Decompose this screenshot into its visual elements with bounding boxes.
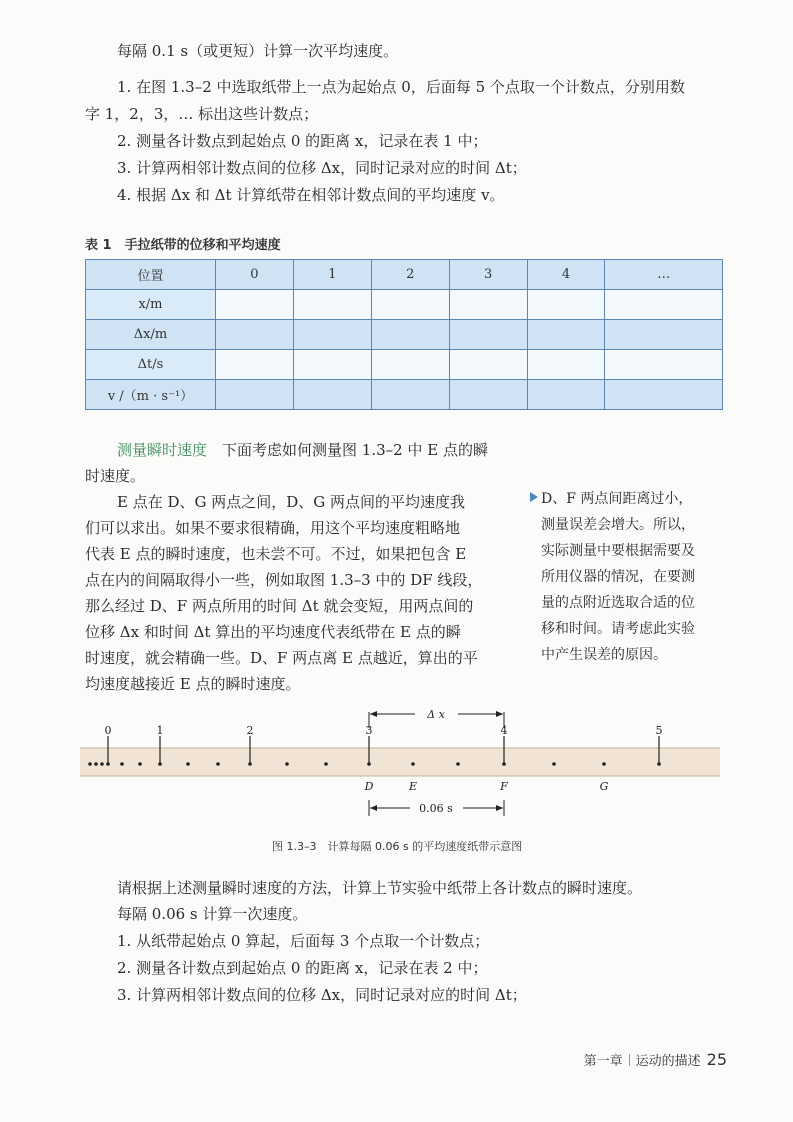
bottom-step-1: 1. 从纸带起始点 0 算起，后面每 3 个点取一个计数点； [117,932,490,950]
section-line: 代表 E 点的瞬时速度，也未尝不可。不过，如果把包含 E [85,545,467,563]
step-2-line: 2. 测量各计数点到起始点 0 的距离 x，记录在表 1 中； [117,132,488,150]
table-header-cell: 0 [216,260,294,290]
bottom-line: 请根据上述测量瞬时速度的方法，计算上节实验中纸带上各计数点的瞬时速度。 [117,879,643,897]
table-caption: 表 1 手拉纸带的位移和平均速度 [85,238,281,253]
tape-dot [138,762,142,766]
side-note-line: D、F 两点间距离过小， [541,491,693,507]
section-line: E 点在 D、G 两点之间，D、G 两点间的平均速度我 [117,493,466,511]
table-header-cell: … [605,260,723,290]
point-label: D [364,780,374,793]
table-row-label: Δx/m [86,320,216,350]
bottom-step-3: 3. 计算两相邻计数点间的位移 Δx，同时记录对应的时间 Δt； [117,986,527,1004]
chapter-label: 第一章 [583,1054,623,1069]
tape-dot [94,762,98,766]
point-label: E [408,780,418,793]
table-header-cell: 1 [293,260,371,290]
tape-dot [324,762,328,766]
tape-dot [285,762,289,766]
count-label: 0 [104,724,112,737]
table-row-label: x/m [86,290,216,320]
side-note-line: 移和时间。请考虑此实验 [541,621,695,637]
section-line: 时速度，就会精确一些。D、F 两点离 E 点越近，算出的平 [85,649,478,667]
step-1-line-b: 字 1，2，3，… 标出这些计数点； [85,105,319,123]
bottom-line: 每隔 0.06 s 计算一次速度。 [117,905,308,923]
section-line: 时速度。 [85,467,146,485]
side-note-line: 所用仪器的情况，在要测 [541,569,695,585]
section-heading: 测量瞬时速度 [117,441,208,459]
table-row [86,350,723,380]
arrow-left-icon [370,711,377,717]
side-note-line: 量的点附近选取合适的位 [541,595,695,611]
step-1-line-a: 1. 在图 1.3–2 中选取纸带上一点为起始点 0，后面每 5 个点取一个计数点，分别用数 [117,78,685,96]
tape-dot [456,762,460,766]
intro-line: 每隔 0.1 s（或更短）计算一次平均速度。 [117,42,399,60]
page-footer [584,1050,727,1069]
tape-dot [120,762,124,766]
arrow-right-icon [496,805,503,811]
section-line: 们可以求出。如果不要求很精确，用这个平均速度粗略地 [85,519,461,537]
count-label: 2 [246,724,254,737]
page-number: 25 [706,1050,727,1069]
data-table [85,259,723,410]
count-label: 5 [655,724,663,737]
table-header-cell: 2 [371,260,449,290]
point-label: F [500,780,508,793]
side-note-line: 中产生误差的原因。 [541,647,667,663]
count-label: 1 [156,724,164,737]
tape-dot [88,762,92,766]
section-first-line [117,440,488,460]
table-row [86,290,723,320]
table-row-label: Δt/s [86,350,216,380]
section-line: 那么经过 D、F 两点所用的时间 Δt 就会变短，用两点间的 [85,597,474,615]
side-note-line: 测量误差会增大。所以， [541,517,695,533]
tape-dot [100,762,104,766]
paper-tape-diagram [80,708,720,828]
arrow-right-icon [496,711,503,717]
count-label: 4 [500,724,508,737]
table-header-row [86,260,723,290]
table-row [86,380,723,410]
tape-dot [411,762,415,766]
table-header-cell: 位置 [86,260,216,290]
step-4-line: 4. 根据 Δx 和 Δt 计算纸带在相邻计数点间的平均速度 v。 [117,186,505,204]
table-row [86,320,723,350]
dt-label: 0.06 s [419,802,453,815]
tape-dot [216,762,220,766]
side-note-line: 实际测量中要根据需要及 [541,543,695,559]
section-line: 均速度越接近 E 点的瞬时速度。 [85,675,301,693]
footer-divider [629,1054,630,1066]
arrow-left-icon [370,805,377,811]
tape-dot [552,762,556,766]
section-line: 点在内的间隔取得小一些，例如取图 1.3–3 中的 DF 线段， [85,571,483,589]
figure-caption: 图 1.3–3 计算每隔 0.06 s 的平均速度纸带示意图 [272,840,523,853]
tape-dot [602,762,606,766]
section-text: 下面考虑如何测量图 1.3–2 中 E 点的瞬 [222,441,488,459]
chapter-title: 运动的描述 [635,1054,701,1069]
paper-tape [80,748,720,776]
bottom-step-2: 2. 测量各计数点到起始点 0 的距离 x，记录在表 2 中； [117,959,488,977]
count-label: 3 [365,724,373,737]
table-header-cell: 3 [449,260,527,290]
triangle-bullet-icon [530,492,538,502]
tape-dot [186,762,190,766]
section-line: 位移 Δx 和时间 Δt 算出的平均速度代表纸带在 E 点的瞬 [85,623,461,641]
point-label: G [599,780,609,793]
step-3-line: 3. 计算两相邻计数点间的位移 Δx，同时记录对应的时间 Δt； [117,159,527,177]
dx-label: Δ x [427,708,445,721]
table-row-label: v /（m · s⁻¹） [86,380,216,410]
table-header-cell: 4 [527,260,605,290]
